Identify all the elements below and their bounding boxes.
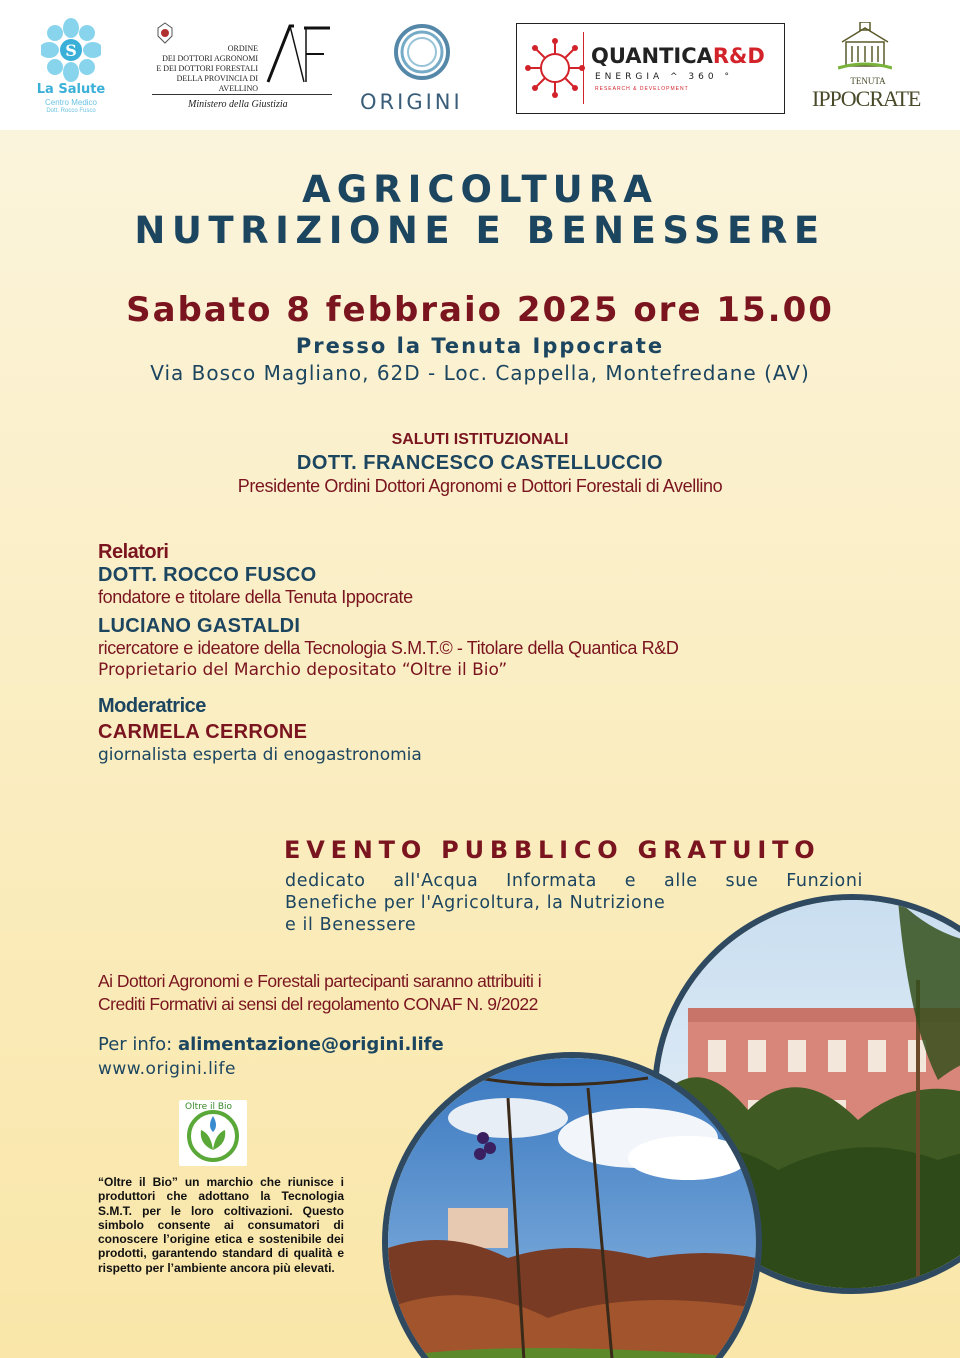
relatori-label: Relatori [98,541,169,563]
lasalute-logo [26,18,116,118]
contact-info [98,1034,444,1055]
event-presso: Presso la Tenuta Ippocrate [295,334,665,358]
relatore-2-role-2: Proprietario del Marchio depositato “Oltre il Bio” [98,660,508,680]
origini-ring-icon [392,22,452,82]
flower-icon [41,18,101,82]
relatore-2-role-1: ricercatore e ideatore della Tecnologia S.M.T.© - Titolare della Quantica R&D [98,638,679,658]
title-line-2: NUTRIZIONE E BENESSERE [134,209,826,252]
evento-desc [285,870,863,936]
ippocrate-logo [808,20,920,120]
evento-desc-1: dedicato all'Acqua Informata e alle sue Funzioni [285,871,863,891]
villa-icon [838,22,892,72]
lasalute-sub2: Dott. Rocco Fusco [46,108,96,114]
virus-icon [525,36,585,100]
saluti-label: SALUTI ISTITUZIONALI [391,431,569,448]
crediti-line-2: Crediti Formativi ai sensi del regolamento CONAF N. 9/2022 [98,994,538,1014]
oltre-il-bio-logo [179,1100,247,1166]
moderatrice-role: giornalista esperta di enogastronomia [98,745,422,765]
ordine-line-3: E DEI DOTTORI FORESTALI [156,64,258,73]
origini-name: ORIGINI [360,90,463,114]
relatore-1-role: fondatore e titolare della Tenuta Ippocrate [98,587,413,607]
ordine-line-2: DEI DOTTORI AGRONOMI [162,54,258,63]
oltre-il-bio-logo-text: Oltre il Bio [185,1102,233,1112]
relatore-2-name: LUCIANO GASTALDI [98,615,301,637]
event-date: Sabato 8 febbraio 2025 ore 15.00 [126,290,834,330]
quantica-logo [516,23,785,114]
vineyard-photo-art [388,1058,756,1358]
evento-title: EVENTO PUBBLICO GRATUITO [284,836,821,864]
quantica-divider [583,32,584,104]
quantica-rd: R&D [712,44,765,68]
event-address: Via Bosco Magliano, 62D - Loc. Cappella, Montefredane (AV) [150,361,810,385]
ordine-logo [152,20,334,112]
lasalute-sub: Centro Medico [44,98,98,107]
emblem-icon [156,22,174,44]
moderatrice-name: CARMELA CERRONE [98,721,308,743]
ordine-lines [152,44,258,94]
oltre-il-bio-text: “Oltre il Bio” un marchio che riunisce i produttori che adottano la Tecnologia S.M.T. per le loro coltivazioni. Questo simbolo consente ai consumatori di conoscere l’origine etica e sostenibile dei prodotti, garantendo standard di qualità e rispetto per l’ambiente ancora più elevati. [98,1175,344,1275]
quantica-sub: ENERGIA ^ 360 ° [595,72,733,82]
ordine-line-4: DELLA PROVINCIA DI AVELLINO [176,74,258,93]
quantica-tiny: RESEARCH & DEVELOPMENT [595,86,689,92]
crediti-line-1: Ai Dottori Agronomi e Forestali partecipanti saranno attribuiti i [98,971,542,991]
ministero-text: Ministero della Giustizia [188,99,288,110]
crediti-text [98,970,541,1016]
svg-text:S: S [65,41,77,60]
relatore-1-name: DOTT. ROCCO FUSCO [98,564,317,586]
saluti-name: DOTT. FRANCESCO CASTELLUCCIO [296,452,664,474]
af-monogram-icon [264,22,332,84]
origini-logo [356,20,486,120]
ippocrate-small: TENUTA [850,76,886,86]
evento-desc-2: Benefiche per l'Agricoltura, la Nutrizione [285,893,666,913]
contact-label: Per info: [98,1034,173,1055]
contact-site[interactable]: www.origini.life [98,1059,236,1079]
ordine-line-1: ORDINE [227,44,258,53]
evento-desc-3: e il Benessere [285,915,417,935]
ordine-divider [152,94,332,95]
quantica-word: QUANTICA [591,44,713,68]
saluti-role: Presidente Ordini Dottori Agronomi e Dottori Forestali di Avellino [237,476,723,496]
lasalute-name: La Salute [36,82,106,97]
contact-email[interactable]: alimentazione@origini.life [177,1034,444,1055]
quantica-name [591,44,765,68]
title-line-1: AGRICOLTURA [302,168,658,211]
moderatrice-label: Moderatrice [98,695,206,717]
ippocrate-big: IPPOCRATE [812,86,921,111]
logo-bar [0,0,960,130]
